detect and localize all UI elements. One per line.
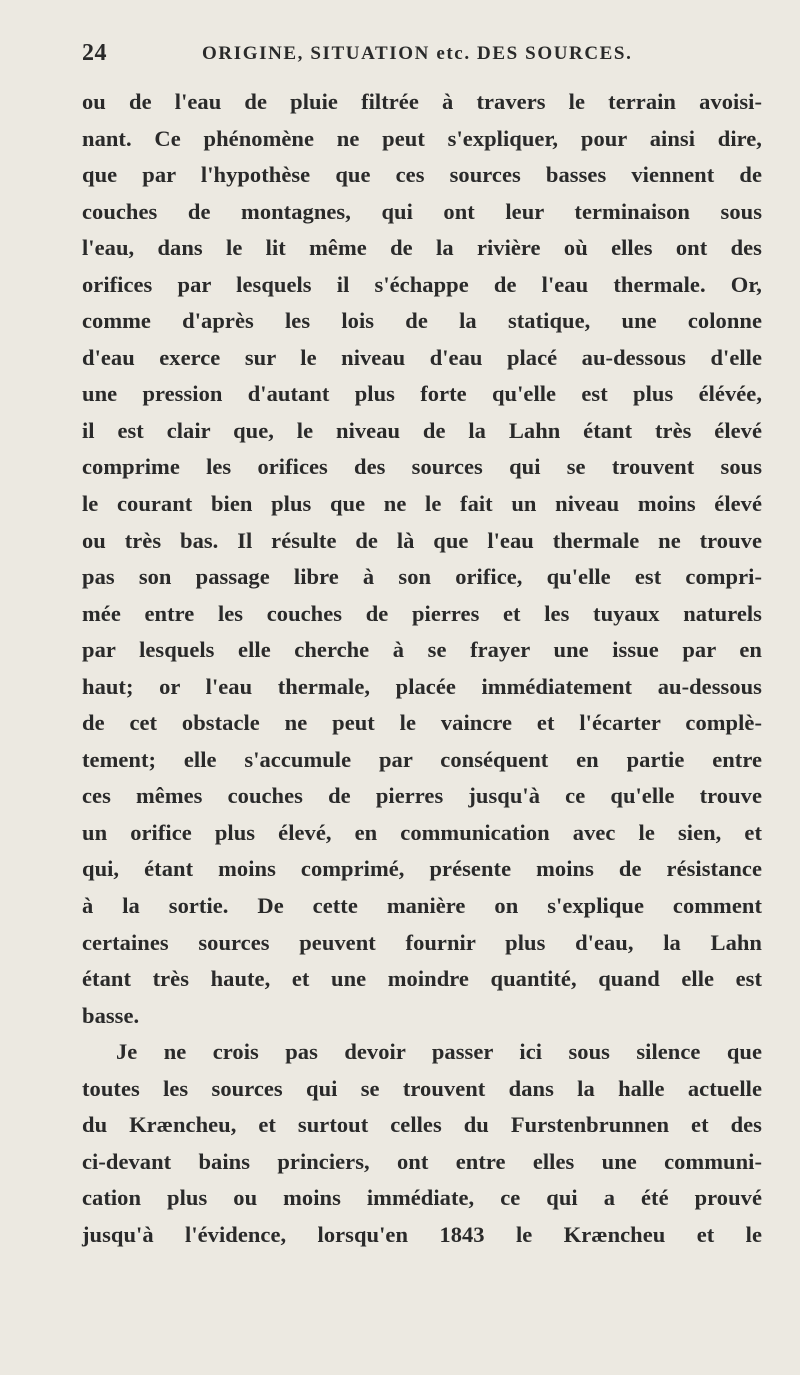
- text-line: ces mêmes couches de pierres jusqu'à ce qu'elle trouve: [82, 783, 762, 809]
- text-line: il est clair que, le niveau de la Lahn étant très élevé: [82, 417, 762, 443]
- page-number: 24: [82, 40, 107, 66]
- text-line: par lesquels elle cherche à se frayer une issue par en: [82, 637, 762, 663]
- text-line: à la sortie. De cette manière on s'explique comment: [82, 893, 762, 919]
- body-text: [82, 84, 762, 1254]
- text-line: étant très haute, et une moindre quantité, quand elle est: [82, 966, 762, 992]
- page-header: [82, 40, 742, 76]
- text-line: comprime les orifices des sources qui se trouvent sous: [82, 454, 762, 480]
- text-line: du Kræncheu, et surtout celles du Furstenbrunnen et des: [82, 1112, 762, 1138]
- text-line: Je ne crois pas devoir passer ici sous silence que: [116, 1039, 762, 1065]
- text-line: jusqu'à l'évidence, lorsqu'en 1843 le Kræncheu et le: [82, 1221, 762, 1247]
- text-line: ou très bas. Il résulte de là que l'eau thermale ne trouve: [82, 527, 762, 553]
- text-line: comme d'après les lois de la statique, une colonne: [82, 308, 762, 334]
- text-line: orifices par lesquels il s'échappe de l'eau thermale. Or,: [82, 271, 762, 297]
- text-line: couches de montagnes, qui ont leur terminaison sous: [82, 198, 762, 224]
- text-line: haut; or l'eau thermale, placée immédiatement au-dessous: [82, 673, 762, 699]
- text-line: toutes les sources qui se trouvent dans la halle actuelle: [82, 1075, 762, 1101]
- text-line: le courant bien plus que ne le fait un niveau moins élevé: [82, 491, 762, 517]
- text-line: mée entre les couches de pierres et les tuyaux naturels: [82, 600, 762, 626]
- text-line: un orifice plus élevé, en communication avec le sien, et: [82, 819, 762, 845]
- text-line: ou de l'eau de pluie filtrée à travers le terrain avoisi-: [82, 89, 762, 114]
- text-line: ci-devant bains princiers, ont entre elles une communi-: [82, 1148, 762, 1174]
- text-line: que par l'hypothèse que ces sources basses viennent de: [82, 162, 762, 188]
- text-line: tement; elle s'accumule par conséquent en partie entre: [82, 746, 762, 772]
- text-line: basse.: [82, 1002, 140, 1028]
- text-line: de cet obstacle ne peut le vaincre et l'écarter complè-: [82, 710, 762, 736]
- text-line: cation plus ou moins immédiate, ce qui a été prouvé: [82, 1185, 762, 1211]
- text-line: pas son passage libre à son orifice, qu'elle est compri-: [82, 564, 762, 590]
- text-line: l'eau, dans le lit même de la rivière où elles ont des: [82, 235, 762, 261]
- text-line: d'eau exerce sur le niveau d'eau placé au-dessous d'elle: [82, 344, 762, 370]
- text-line: une pression d'autant plus forte qu'elle est plus élévée,: [82, 381, 762, 407]
- text-line: nant. Ce phénomène ne peut s'expliquer, pour ainsi dire,: [82, 125, 762, 151]
- text-line: qui, étant moins comprimé, présente moins de résistance: [82, 856, 762, 882]
- running-head: ORIGINE, SITUATION etc. DES SOURCES.: [202, 43, 633, 64]
- text-line: certaines sources peuvent fournir plus d'eau, la Lahn: [82, 929, 762, 955]
